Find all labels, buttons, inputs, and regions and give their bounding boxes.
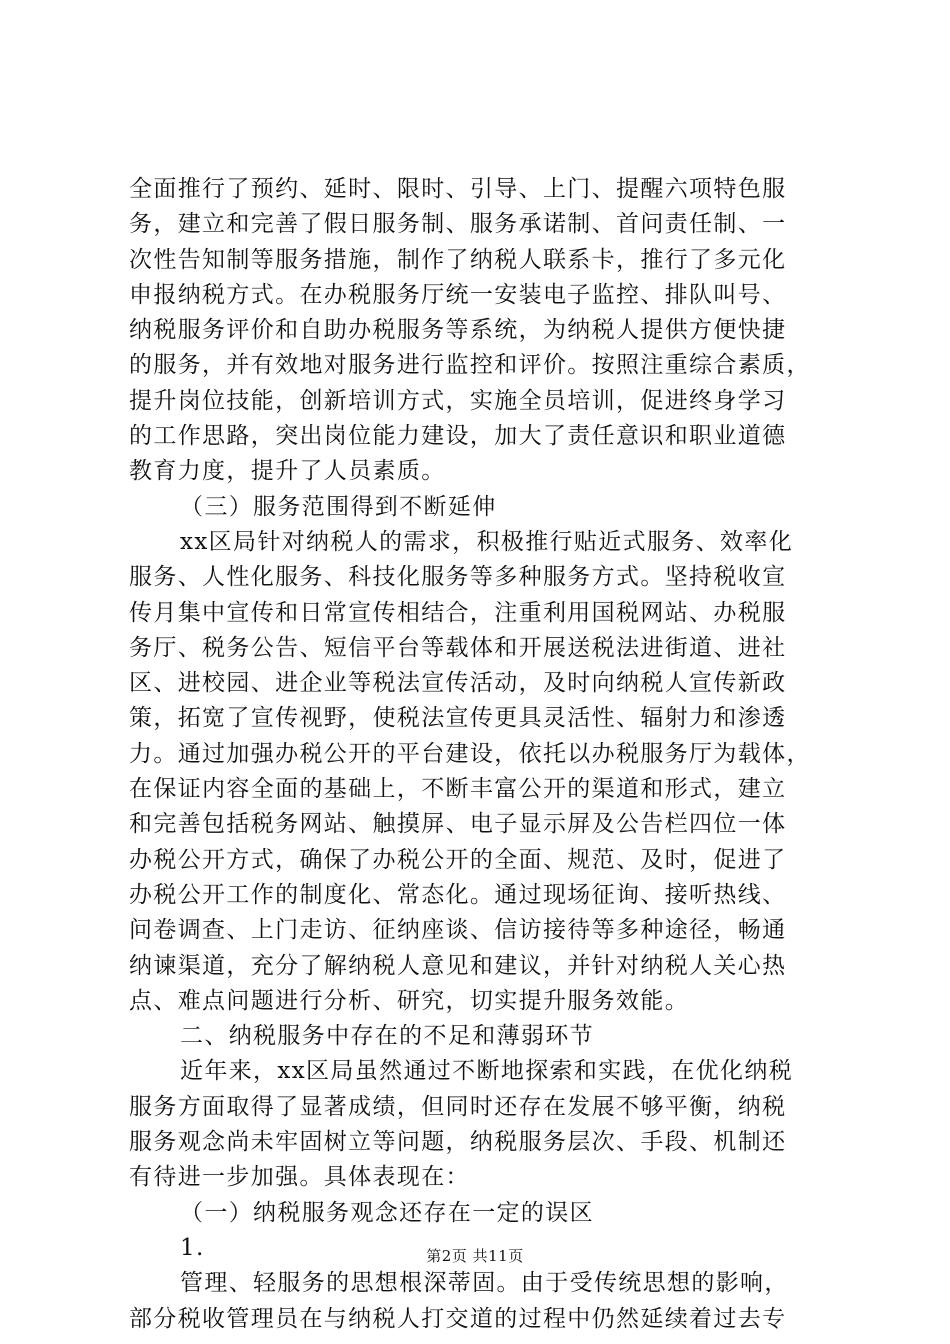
text-line: 的服务，并有效地对服务进行监控和评价。按照注重综合素质， (129, 352, 811, 379)
section-heading: （一）纳税服务观念还存在一定的误区 (180, 1199, 594, 1226)
section-heading: 二、纳税服务中存在的不足和薄弱环节 (180, 1023, 594, 1050)
text-line: 全面推行了预约、延时、限时、引导、上门、提醒六项特色服 (129, 176, 787, 202)
text-line: 服务、人性化服务、科技化服务等多种服务方式。坚持税收宣 (129, 564, 787, 591)
text-line: 纳税服务评价和自助办税服务等系统，为纳税人提供方便快捷 (129, 317, 787, 344)
text-line: 务厅、税务公告、短信平台等载体和开展送税法进街道、进社 (129, 634, 787, 661)
text-line: 策，拓宽了宣传视野，使税法宣传更具灵活性、辐射力和渗透 (129, 705, 787, 732)
text-line: 在保证内容全面的基础上，不断丰富公开的渠道和形式，建立 (129, 776, 787, 803)
text-line: 部分税收管理员在与纳税人打交道的过程中仍然延续着过去专 (129, 1305, 787, 1332)
text-line: xx区局针对纳税人的需求，积极推行贴近式服务、效率化 (180, 528, 794, 555)
text-line: 有待进一步加强。具体表现在： (129, 1164, 470, 1191)
text-line: 管理、轻服务的思想根深蒂固。由于受传统思想的影响， (180, 1270, 789, 1297)
text-line: 服务观念尚未牢固树立等问题，纳税服务层次、手段、机制还 (129, 1129, 787, 1156)
text-line: 力。通过加强办税公开的平台建设，依托以办税服务厅为载体， (129, 740, 811, 767)
page-footer: 第2页 共11页 (426, 1247, 524, 1265)
text-line: 服务方面取得了显著成绩，但同时还存在发展不够平衡，纳税 (129, 1093, 787, 1120)
list-number: 1. (180, 1234, 205, 1261)
text-line: 的工作思路，突出岗位能力建设，加大了责任意识和职业道德 (129, 423, 787, 450)
text-line: 传月集中宣传和日常宣传相结合，注重利用国税网站、办税服 (129, 599, 787, 626)
section-heading: （三）服务范围得到不断延伸 (180, 493, 497, 520)
text-line: 近年来，xx区局虽然通过不断地探索和实践，在优化纳税 (180, 1058, 794, 1085)
text-line: 办税公开方式，确保了办税公开的全面、规范、及时，促进了 (129, 846, 787, 873)
text-line: 和完善包括税务网站、触摸屏、电子显示屏及公告栏四位一体 (129, 811, 787, 838)
text-line: 教育力度，提升了人员素质。 (129, 458, 446, 485)
text-line: 提升岗位技能，创新培训方式，实施全员培训，促进终身学习 (129, 387, 787, 414)
text-line: 办税公开工作的制度化、常态化。通过现场征询、接听热线、 (129, 881, 787, 908)
document-body (129, 172, 841, 1337)
text-line: 点、难点问题进行分析、研究，切实提升服务效能。 (129, 987, 690, 1014)
text-line: 纳谏渠道，充分了解纳税人意见和建议，并针对纳税人关心热 (129, 952, 787, 979)
text-line: 务，建立和完善了假日服务制、服务承诺制、首问责任制、一 (129, 211, 787, 238)
text-line: 问卷调查、上门走访、征纳座谈、信访接待等多种途径，畅通 (129, 917, 787, 944)
text-line: 申报纳税方式。在办税服务厅统一安装电子监控、排队叫号、 (129, 281, 787, 308)
text-line: 区、进校园、进企业等税法宣传活动，及时向纳税人宣传新政 (129, 670, 787, 697)
text-line: 次性告知制等服务措施，制作了纳税人联系卡，推行了多元化 (129, 246, 787, 273)
